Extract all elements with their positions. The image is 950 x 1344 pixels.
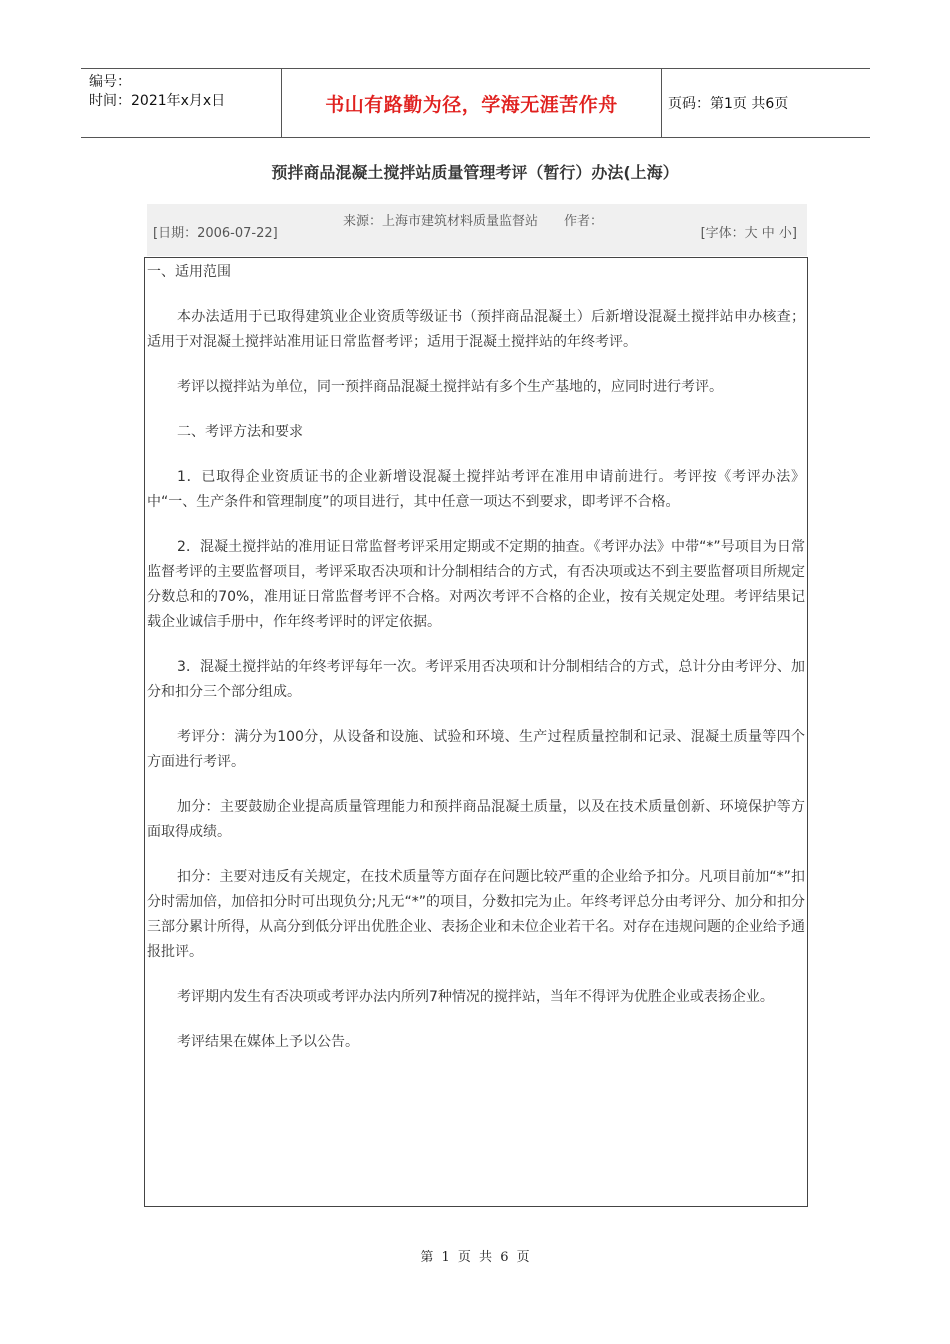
header-meta [81, 69, 282, 137]
paragraph: 考评结果在媒体上予以公告。 [177, 1034, 359, 1050]
number-label: 编号： [89, 74, 131, 90]
paragraph: 3．混凝土搅拌站的年终考评每年一次。考评采用否决项和计分制相结合的方式，总计分由考评分、加分和扣分三个部分组成。 [147, 659, 805, 700]
publish-date: [日期：2006-07-22] [153, 226, 278, 241]
paragraph: 考评期内发生有否决项或考评办法内所列7种情况的搅拌站，当年不得评为优胜企业或表扬企业。 [177, 989, 774, 1005]
paragraph: 扣分：主要对违反有关规定，在技术质量等方面存在问题比较严重的企业给予扣分。凡项目前加“*”扣分时需加倍，加倍扣分时可出现负分;凡无“*”的项目，分数扣完为止。年终考评总分由考评分、加分和扣分三部分累计所得，从高分到低分评出优胜企业、表扬企业和未位企业若干名。对存在违规问题的企业给予通报批评。 [147, 869, 805, 960]
paragraph: 考评以搅拌站为单位，同一预拌商品混凝土搅拌站有多个生产基地的，应同时进行考评。 [177, 379, 723, 395]
font-size-selector[interactable]: [字体：大 中 小] [700, 226, 797, 241]
header-page-info: 页码：第1页 共6页 [668, 96, 789, 112]
paragraph: 考评分：满分为100分，从设备和设施、试验和环境、生产过程质量控制和记录、混凝土质量等四个方面进行考评。 [147, 729, 805, 770]
info-bar [147, 204, 807, 256]
paragraph: 2．混凝土搅拌站的准用证日常监督考评采用定期或不定期的抽查。《考评办法》中带“*”号项目为日常监督考评的主要监督项目，考评采取否决项和计分制相结合的方式，有否决项或达不到主要监督项目所规定分数总和的70%，准用证日常监督考评不合格。对两次考评不合格的企业，按有关规定处理。考评结果记载企业诚信手册中，作年终考评时的评定依据。 [147, 539, 805, 630]
paragraph: 本办法适用于已取得建筑业企业资质等级证书（预拌商品混凝土）后新增设混凝土搅拌站申办核查；适用于对混凝土搅拌站准用证日常监督考评；适用于混凝土搅拌站的年终考评。 [147, 309, 805, 350]
paragraph: 加分：主要鼓励企业提高质量管理能力和预拌商品混凝土质量，以及在技术质量创新、环境保护等方面取得成绩。 [147, 799, 805, 840]
paragraph: 1．已取得企业资质证书的企业新增设混凝土搅拌站考评在准用申请前进行。考评按《考评办法》中“一、生产条件和管理制度”的项目进行，其中任意一项达不到要求，即考评不合格。 [147, 469, 805, 510]
source-author: 来源：上海市建筑材料质量监督站 作者： [342, 214, 603, 229]
page-footer: 第 1 页 共 6 页 [420, 1250, 530, 1265]
header-motto: 书山有路勤为径，学海无涯苦作舟 [282, 69, 662, 137]
page-header [81, 68, 870, 138]
section-heading: 一、适用范围 [147, 264, 231, 280]
document-title: 预拌商品混凝土搅拌站质量管理考评（暂行）办法(上海） [271, 163, 679, 182]
article-body [144, 257, 808, 1207]
section-heading: 二、考评方法和要求 [177, 424, 303, 440]
time-label: 时间：2021年x月x日 [89, 93, 226, 109]
